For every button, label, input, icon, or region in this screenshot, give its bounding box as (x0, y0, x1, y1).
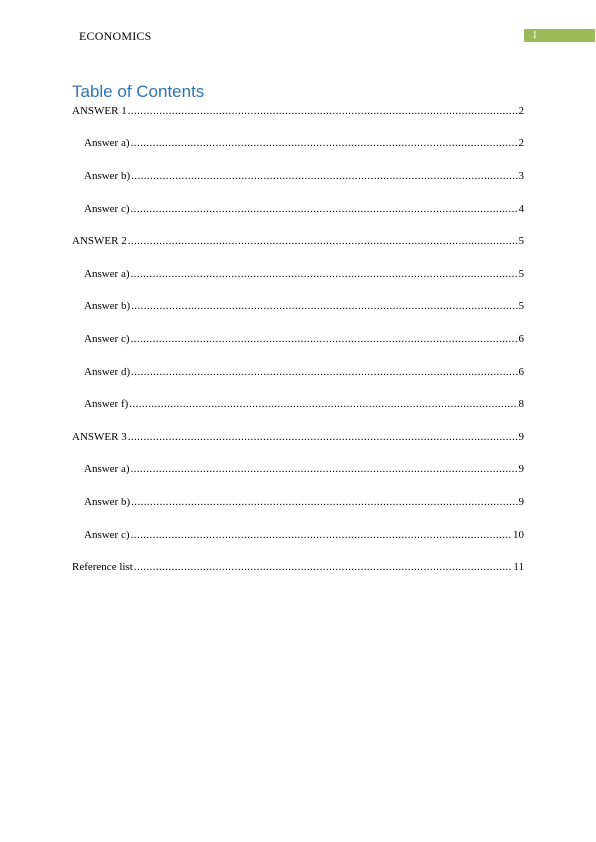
toc-entry[interactable] (72, 430, 524, 444)
toc-heading: Table of Contents (72, 82, 205, 101)
toc-entry-label: ANSWER 1 (72, 105, 127, 117)
toc-leader-dots (131, 528, 512, 542)
toc-entry-label: Answer a) (84, 137, 130, 149)
toc-entry-label: Answer c) (84, 333, 130, 345)
toc-entry-page: 2 (518, 137, 524, 149)
toc-leader-dots (131, 332, 518, 346)
toc-entry-label: Answer b) (84, 170, 131, 182)
toc-entry[interactable] (72, 104, 524, 118)
toc-entry[interactable] (84, 397, 524, 411)
toc-leader-dots (131, 365, 517, 379)
toc-entry-page: 11 (513, 561, 524, 573)
toc-entry-page: 10 (513, 529, 524, 541)
toc-entry-label: Answer a) (84, 268, 130, 280)
toc-entry[interactable] (84, 202, 524, 216)
toc-entry[interactable] (84, 299, 524, 313)
toc-entry[interactable] (84, 528, 524, 542)
toc-leader-dots (128, 234, 518, 248)
toc-entry-label: Answer a) (84, 463, 130, 475)
toc-entry-label: Answer b) (84, 300, 131, 312)
toc-entry-page: 2 (518, 105, 524, 117)
toc-leader-dots (128, 104, 518, 118)
toc-entry-page: 9 (518, 431, 524, 443)
toc-leader-dots (131, 299, 517, 313)
toc-entry-page: 6 (518, 366, 524, 378)
toc-leader-dots (131, 267, 518, 281)
toc-entry-label: Answer c) (84, 203, 130, 215)
toc-entry-page: 5 (518, 268, 524, 280)
toc-entry-label: Reference list (72, 561, 133, 573)
toc-entry-label: Answer b) (84, 496, 131, 508)
toc-entry-label: Answer c) (84, 529, 130, 541)
toc-entry-page: 9 (518, 496, 524, 508)
toc-entry[interactable] (84, 495, 524, 509)
toc-entry[interactable] (72, 234, 524, 248)
toc-entry-page: 9 (518, 463, 524, 475)
toc-entry-page: 3 (518, 170, 524, 182)
toc-entry[interactable] (84, 332, 524, 346)
toc-entry-page: 5 (518, 300, 524, 312)
toc-entry-page: 6 (518, 333, 524, 345)
toc-leader-dots (131, 202, 518, 216)
toc-leader-dots (131, 169, 517, 183)
toc-entry[interactable] (84, 462, 524, 476)
toc-entry-label: Answer d) (84, 366, 131, 378)
toc-entry[interactable] (84, 365, 524, 379)
toc-entry[interactable] (84, 169, 524, 183)
header-title: ECONOMICS (79, 29, 152, 43)
toc-leader-dots (128, 430, 518, 444)
toc-entry[interactable] (84, 267, 524, 281)
toc-entry-label: ANSWER 2 (72, 235, 127, 247)
toc-entry-page: 4 (518, 203, 524, 215)
toc-entry-page: 8 (518, 398, 524, 410)
toc-entry-label: ANSWER 3 (72, 431, 127, 443)
toc-entry[interactable] (72, 560, 524, 574)
toc-entry-page: 5 (518, 235, 524, 247)
toc-leader-dots (134, 560, 513, 574)
toc-leader-dots (131, 462, 518, 476)
toc-entry[interactable] (84, 136, 524, 150)
page-number-badge: 1 (524, 29, 595, 42)
toc-leader-dots (129, 397, 517, 411)
toc-leader-dots (131, 495, 517, 509)
toc-leader-dots (131, 136, 518, 150)
toc-entry-label: Answer f) (84, 398, 129, 410)
